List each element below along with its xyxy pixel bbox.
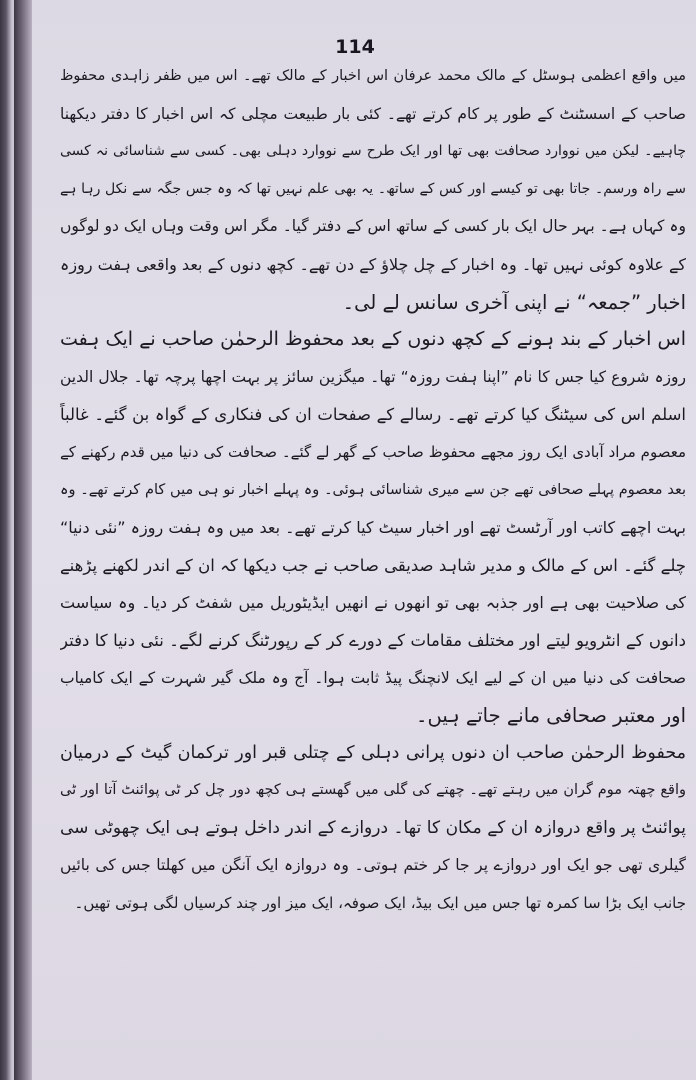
- text-line: گیلری تھی جو ایک اور دروازے پر جا کر ختم ہوتی۔ وہ دروازہ ایک آنگن میں کھلتا جس کی بائیں: [60, 856, 686, 875]
- text-line: میں واقع اعظمی ہوسٹل کے مالک محمد عرفان اس اخبار کے مالک تھے۔ اس میں ظفر زاہدی محفوظ: [60, 68, 686, 84]
- text-line: بعد معصوم پہلے صحافی تھے جن سے میری شناسائی ہوئی۔ وہ پہلے اخبار نو ہی میں کام کرتے تھے۔ وہ: [60, 481, 686, 498]
- text-line: وہ کہاں ہے۔ بہر حال ایک بار کسی کے ساتھ اس کے دفتر گیا۔ مگر اس وقت وہاں ایک دو لوگوں: [60, 217, 686, 236]
- paragraph-2: [60, 321, 686, 735]
- text-line: بہت اچھے کاتب اور آرٹسٹ تھے اور اخبار سیٹ کیا کرتے تھے۔ بعد میں وہ ہفت روزہ ”نئی دنیا“: [60, 518, 686, 538]
- paragraph-3: [60, 735, 686, 923]
- book-page: [14, 0, 696, 1080]
- text-line: کے علاوہ کوئی نہیں تھا۔ وہ اخبار کے چل چلاؤ کے دن تھے۔ کچھ دنوں کے بعد واقعی ہفت روزہ: [60, 254, 686, 274]
- paragraph-1: [60, 58, 686, 321]
- text-line: واقع چھتہ موم گران میں رہتے تھے۔ چھتے کی گلی میں گھستے ہی کچھ دور چل کر ٹی پوائنٹ آتا اور ٹی: [60, 782, 686, 799]
- text-line: سے راہ ورسم۔ جاتا بھی تو کیسے اور کس کے ساتھ۔ یہ بھی علم نہیں تھا کہ وہ جس جگہ سے نکل رہا ہے: [60, 180, 686, 197]
- book-gutter: [14, 0, 32, 1080]
- text-line: اس اخبار کے بند ہونے کے کچھ دنوں کے بعد محفوظ الرحمٰن صاحب نے ایک ہفت: [60, 328, 686, 351]
- text-line: اخبار ”جمعہ“ نے اپنی آخری سانس لے لی۔: [342, 290, 686, 314]
- text-line: اسلم اس کی سیٹنگ کیا کرتے تھے۔ رسالے کے صفحات ان کی فنکاری کے گواہ بن گئے۔ غالباً: [60, 405, 686, 425]
- text-line: دانوں کے انٹرویو لیتے اور مختلف مقامات کے دورے کر کے رپورٹنگ کرنے لگے۔ نئی دنیا کا دفتر: [60, 630, 686, 650]
- text-line: محفوظ الرحمٰن صاحب ان دنوں پرانی دہلی کے چتلی قبر اور ترکمان گیٹ کے درمیان: [60, 742, 686, 763]
- text-line: اور معتبر صحافی مانے جاتے ہیں۔: [416, 704, 686, 728]
- page-number: 114: [335, 36, 375, 58]
- text-line: صحافت کی دنیا میں ان کے لیے ایک لانچنگ پیڈ ثابت ہوا۔ آج وہ ملک گیر شہرت کے ایک کامیاب: [60, 668, 686, 687]
- text-line: معصوم مراد آبادی ایک روز مجھے محفوظ صاحب کے گھر لے گئے۔ صحافت کی دنیا میں قدم رکھنے کے: [60, 442, 686, 461]
- text-line: کی صلاحیت بھی ہے اور جذبہ بھی تو انھوں نے انھیں ایڈیٹوریل میں شفٹ کر دیا۔ وہ سیاست: [60, 593, 686, 613]
- text-line: روزہ شروع کیا جس کا نام ”اپنا ہفت روزہ“ تھا۔ میگزین سائز پر بہت اچھا پرچہ تھا۔ جلال الدین: [60, 367, 686, 386]
- text-line: جانب ایک بڑا سا کمرہ تھا جس میں ایک بیڈ، ایک صوفہ، ایک میز اور چند کرسیاں لگی ہوتی تھیں۔: [74, 894, 686, 913]
- page-text: [60, 58, 686, 923]
- text-line: چلے گئے۔ اس کے مالک و مدیر شاہد صدیقی صاحب نے جب دیکھا کہ ان کے اندر لکھنے پڑھنے: [60, 555, 686, 575]
- text-line: صاحب کے اسسٹنٹ کے طور پر کام کرتے تھے۔ کئی بار طبیعت مچلی کہ اس اخبار کا دفتر دیکھنا: [60, 104, 686, 123]
- text-line: پوائنٹ پر واقع دروازہ ان کے مکان کا تھا۔ دروازے کے اندر داخل ہوتے ہی ایک چھوٹی سی: [60, 817, 686, 838]
- text-line: چاہیے۔ لیکن میں نووارد صحافت بھی تھا اور ایک طرح سے نووارد دہلی بھی۔ کسی سے شناسائی نہ کسی: [60, 143, 686, 160]
